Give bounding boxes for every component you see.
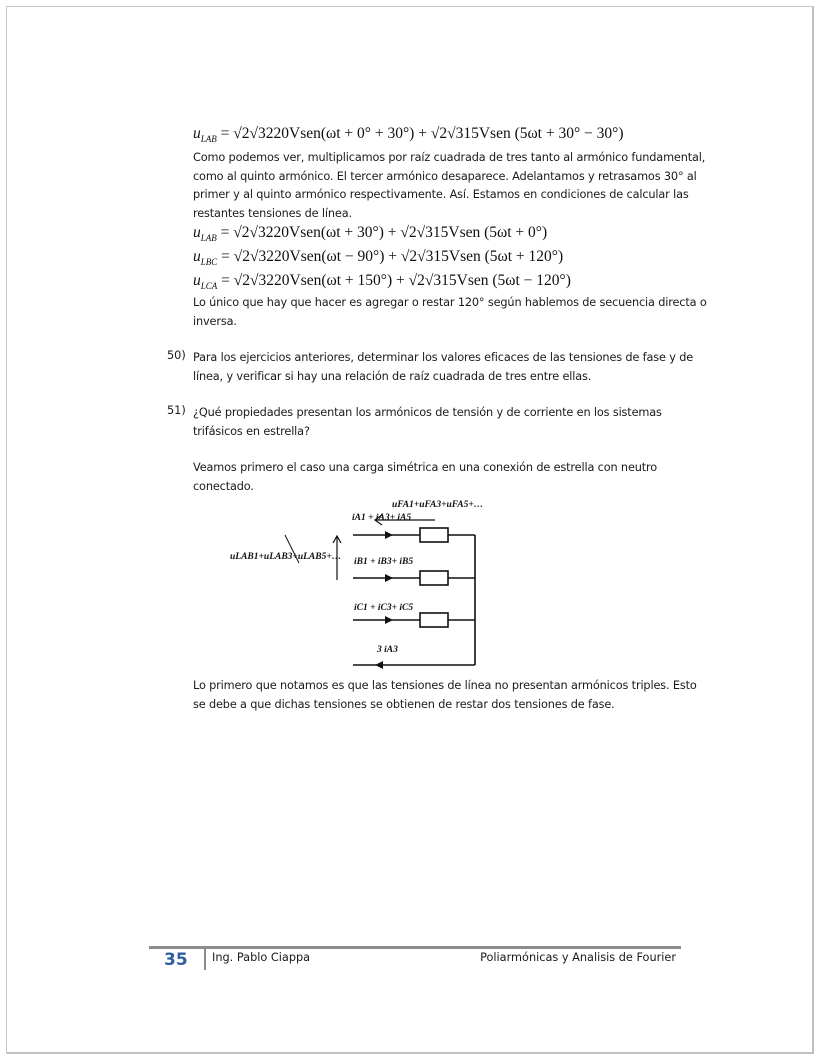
equation-lhs-subscript: LBC	[200, 257, 218, 267]
current-b-label: iB1 + iB3+ iB5	[354, 557, 414, 567]
equation-ulab-derivation	[193, 125, 624, 144]
question-number-51: 51)	[167, 404, 186, 417]
text-line: conectado.	[193, 479, 254, 493]
footer-separator	[204, 948, 206, 970]
equation-lhs: u	[193, 248, 201, 265]
phase-voltage-label: uFA1+uFA3+uFA5+…	[392, 500, 484, 510]
paragraph-sequence-note	[193, 294, 707, 331]
footer-rule	[149, 946, 681, 949]
text-line: Veamos primero el caso una carga simétrica en una conexión de estrella con neutro	[193, 461, 658, 474]
current-c-label: iC1 + iC3+ iC5	[354, 603, 414, 613]
equation-lhs-subscript: LAB	[200, 134, 217, 144]
text-line: Para los ejercicios anteriores, determinar los valores eficaces de las tensiones de fase y de	[193, 351, 694, 364]
question-51-text	[193, 404, 662, 441]
arrow-right-icon	[385, 574, 393, 582]
text-line: inversa.	[193, 314, 237, 328]
equation-rhs: = √2√3220Vsen(ωt − 90°) + √2√315Vsen (5ωt + 120°)	[221, 248, 564, 265]
text-line: línea, y verificar si hay una relación de raíz cuadrada de tres entre ellas.	[193, 369, 592, 383]
text-line: Lo único que hay que hacer es agregar o restar 120° según hablemos de secuencia directa o	[193, 296, 707, 309]
neutral-current-label: 3 iA3	[377, 645, 398, 655]
text-line: ¿Qué propiedades presentan los armónicos de tensión y de corriente en los sistemas	[193, 406, 662, 419]
current-a-label: iA1 + iA3+ iA5	[352, 513, 412, 523]
question-number-50: 50)	[167, 349, 186, 362]
text-line: restantes tensiones de línea.	[193, 206, 352, 220]
page-number: 35	[164, 950, 188, 970]
equation-lhs: u	[193, 224, 201, 241]
arrow-left-icon	[375, 661, 383, 669]
text-line: Lo primero que notamos es que las tensiones de línea no presentan armónicos triples. Esto	[193, 679, 697, 692]
text-line: Como podemos ver, multiplicamos por raíz cuadrada de tres tanto al armónico fundamental,	[193, 151, 706, 164]
arrow-right-icon	[385, 616, 393, 624]
equation-lhs-subscript: LCA	[200, 281, 218, 291]
text-line: primer y al quinto armónico respectivamente. Así. Estamos en condiciones de calcular las	[193, 188, 689, 201]
equation-ulbc	[193, 248, 563, 267]
arrow-right-icon	[385, 531, 393, 539]
footer-author: Ing. Pablo Ciappa	[212, 951, 311, 964]
equation-rhs: = √2√3220Vsen(ωt + 0° + 30°) + √2√315Vsen (5ωt + 30° − 30°)	[220, 125, 624, 142]
text-line: se debe a que dichas tensiones se obtienen de restar dos tensiones de fase.	[193, 697, 615, 711]
question-50-text	[193, 349, 693, 386]
footer-title: Poliarmónicas y Analisis de Fourier	[480, 951, 676, 964]
equation-rhs: = √2√3220Vsen(ωt + 30°) + √2√315Vsen (5ωt + 0°)	[220, 224, 548, 241]
line-voltage-label: uLAB1+uLAB3+uLAB5+…	[230, 552, 342, 562]
text-line: trifásicos en estrella?	[193, 424, 310, 438]
equation-lhs-subscript: LAB	[200, 233, 217, 243]
equation-lhs: u	[193, 272, 201, 289]
text-line: como al quinto armónico. El tercer armónico desaparece. Adelantamos y retrasamos 30° al	[193, 169, 697, 183]
paragraph-conclusion	[193, 677, 697, 714]
equation-ulca	[193, 272, 571, 291]
equation-lhs: u	[193, 125, 201, 142]
paragraph-explanation	[193, 149, 705, 223]
equation-rhs: = √2√3220Vsen(ωt + 150°) + √2√315Vsen (5ωt − 120°)	[221, 272, 571, 289]
paragraph-case-intro	[193, 459, 657, 496]
equation-ulab	[193, 224, 547, 243]
